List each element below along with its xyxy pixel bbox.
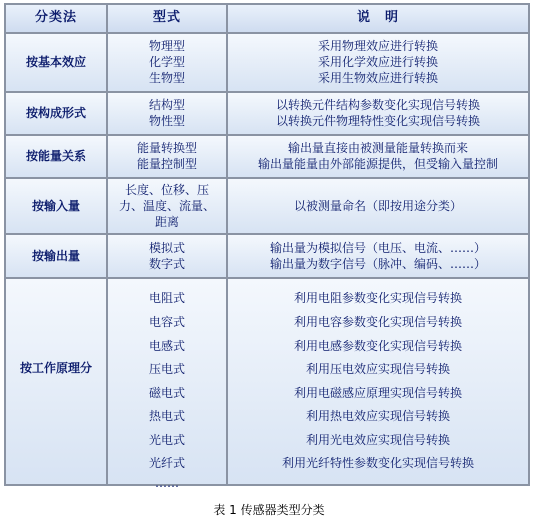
category-output: 按输出量: [31, 249, 80, 263]
description-cell: 输出量能量由外部能源提供，但受输入量控制: [257, 157, 498, 171]
type-cell: 力、温度、流量、: [118, 199, 215, 213]
description-cell: 利用电磁感应原理实现信号转换: [293, 386, 462, 400]
description-cell: 输出量直接由被测量能量转换而来: [287, 141, 468, 155]
type-cell: 能量控制型: [136, 157, 197, 171]
description-cell: 采用化学效应进行转换: [317, 55, 438, 69]
description-cell: 以转换元件结构参数变化实现信号转换: [275, 98, 480, 112]
header-type: 型式: [152, 10, 181, 25]
description-cell: 采用物理效应进行转换: [317, 39, 438, 53]
description-cell: 利用电阻参数变化实现信号转换: [293, 291, 462, 305]
description-cell: 利用电容参数变化实现信号转换: [293, 315, 462, 329]
description-cell: 以被测量命名（即按用途分类）: [293, 199, 462, 213]
header-description: 说 明: [356, 10, 399, 25]
type-cell: 电感式: [148, 339, 185, 353]
type-cell: 化学型: [148, 55, 185, 69]
type-cell: 热电式: [148, 409, 185, 423]
description-cell: 利用热电效应实现信号转换: [305, 409, 450, 423]
category-energy-relation: 按能量关系: [25, 149, 86, 163]
type-cell: 电容式: [148, 315, 185, 329]
description-cell: 利用光纤特性参数变化实现信号转换: [281, 456, 474, 470]
category-basic-effect: 按基本效应: [25, 55, 86, 69]
description-cell: 利用电感参数变化实现信号转换: [293, 339, 462, 353]
table-caption: 表 1 传感器类型分类: [213, 503, 325, 517]
category-working-principle: 按工作原理分: [19, 361, 92, 375]
type-cell-ellipsis: ……: [155, 476, 179, 490]
type-cell: 能量转换型: [136, 141, 197, 155]
type-cell: 磁电式: [148, 386, 185, 400]
type-cell: 模拟式: [148, 241, 185, 255]
type-cell: 电阻式: [148, 291, 185, 305]
description-cell: 输出量为数字信号（脉冲、编码、……）: [269, 257, 486, 271]
type-cell: 物性型: [148, 114, 185, 128]
type-cell: 数字式: [148, 257, 185, 271]
type-cell: 结构型: [148, 98, 185, 112]
sensor-classification-table: [4, 3, 530, 490]
description-cell: 利用光电效应实现信号转换: [305, 433, 450, 447]
type-cell: 物理型: [148, 39, 185, 53]
type-cell: 距离: [154, 215, 179, 229]
type-cell: 光纤式: [148, 456, 185, 470]
type-cell: 长度、位移、压: [124, 183, 209, 197]
description-cell: 利用压电效应实现信号转换: [305, 362, 450, 376]
type-cell: 光电式: [148, 433, 185, 447]
header-classification: 分类法: [34, 10, 77, 25]
description-cell: 输出量为模拟信号（电压、电流、……）: [269, 241, 486, 255]
description-cell: 以转换元件物理特性变化实现信号转换: [275, 114, 480, 128]
type-cell: 压电式: [148, 362, 185, 376]
category-structure-form: 按构成形式: [25, 106, 86, 120]
category-input: 按输入量: [31, 199, 80, 213]
type-cell: 生物型: [148, 71, 185, 85]
description-cell: 采用生物效应进行转换: [317, 71, 438, 85]
section-principle-bg: [6, 277, 528, 484]
